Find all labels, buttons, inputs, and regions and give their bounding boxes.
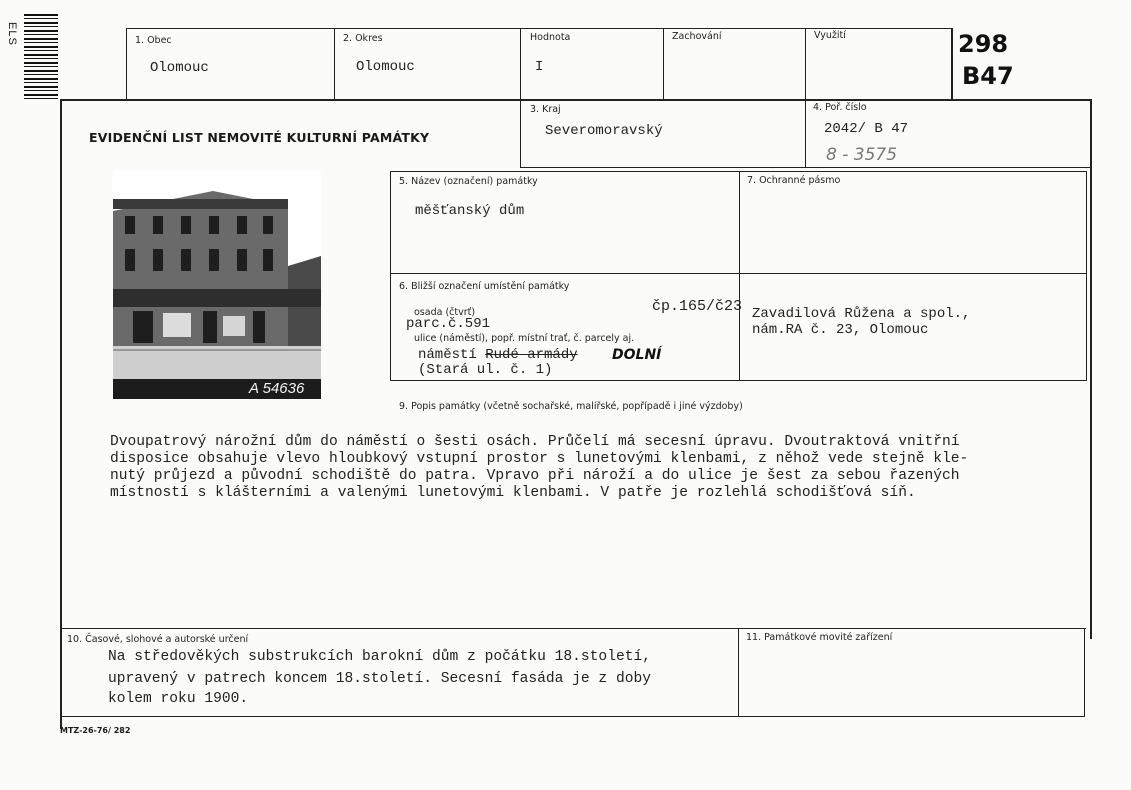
popis-line-3: nutý průjezd a původní schodiště do patra. Vpravo při nároží a do ulice je šest za sebou řazených — [110, 468, 960, 484]
ulice-label: ulice (náměstí), popř. místní trať, č. parcely aj. — [414, 333, 635, 344]
parc-value: parc.č.591 — [406, 316, 491, 332]
obec-label: 1. Obec — [135, 35, 172, 46]
vyuziti-label: Využití — [814, 30, 846, 41]
monument-photo — [113, 171, 321, 399]
obec-value: Olomouc — [150, 60, 209, 76]
form-code: MTZ-26-76/ 282 — [60, 726, 131, 735]
hodnota-value: I — [535, 59, 544, 75]
ochranne-label: 7. Ochranné pásmo — [747, 175, 841, 186]
por-cislo-value: 2042/ B 47 — [824, 121, 909, 137]
owner-line2: nám.RA č. 23, Olomouc — [752, 322, 929, 338]
handwritten-code: B47 — [962, 62, 1014, 90]
nazev-label: 5. Název (označení) památky — [399, 176, 538, 187]
handwritten-number: 298 — [958, 30, 1009, 58]
casove-line-1: Na středověkých substrukcích barokní dům z počátku 18.století, — [108, 649, 651, 665]
building-illustration — [113, 171, 321, 399]
okres-label: 2. Okres — [343, 33, 383, 44]
casove-line-3: kolem roku 1900. — [108, 691, 249, 707]
casove-line-2: upravený v patrech koncem 18.století. Secesní fasáda je z doby — [108, 671, 651, 687]
ulice-value — [418, 347, 578, 363]
movite-label: 11. Památkové movité zařízení — [746, 632, 893, 643]
popis-line-4: místností s klášterními a valenými lunetovými klenbami. V patře je rozlehlá schodišťová síň. — [110, 485, 916, 501]
umisteni-label: 6. Bližší označení umístění památky — [399, 281, 570, 292]
cp-value: čp.165/č23 — [652, 298, 743, 315]
zachovani-label: Zachování — [672, 31, 722, 42]
hodnota-label: Hodnota — [530, 32, 571, 43]
popis-line-2: disposice obsahuje vlevo hloubkový vstupní prostor s lunetovými klenbami, z něhož vede stejně kle- — [110, 451, 969, 467]
owner-line1: Zavadilová Růžena a spol., — [752, 306, 971, 322]
por-cislo-handwritten: 8 - 3575 — [826, 145, 898, 165]
okres-value: Olomouc — [356, 59, 415, 75]
casove-label: 10. Časové, slohové a autorské určení — [67, 634, 249, 645]
kraj-label: 3. Kraj — [530, 104, 561, 115]
popis-label: 9. Popis památky (včetně sochařské, malířské, popřípadě i jiné výzdoby) — [399, 401, 743, 412]
ulice-struck: Rudé armády — [485, 347, 578, 363]
photo-caption: A 54636 — [249, 380, 305, 397]
kraj-value: Severomoravský — [545, 123, 663, 139]
barcode — [24, 14, 58, 102]
ulice-prefix: náměstí — [418, 347, 477, 363]
barcode-label: ELS — [6, 22, 18, 46]
osada-label: osada (čtvrť) — [414, 307, 476, 318]
por-cislo-label: 4. Poř. číslo — [813, 102, 867, 113]
ulice-handwritten: DOLNÍ — [612, 347, 662, 363]
popis-line-1: Dvoupatrový nárožní dům do náměstí o šesti osách. Průčelí má secesní úpravu. Dvoutraktová vnitřní — [110, 434, 960, 450]
ulice-value-line2: (Stará ul. č. 1) — [418, 362, 553, 378]
nazev-value: měšťanský dům — [415, 203, 525, 219]
form-title: EVIDENČNÍ LIST NEMOVITÉ KULTURNÍ PAMÁTKY — [89, 130, 430, 145]
